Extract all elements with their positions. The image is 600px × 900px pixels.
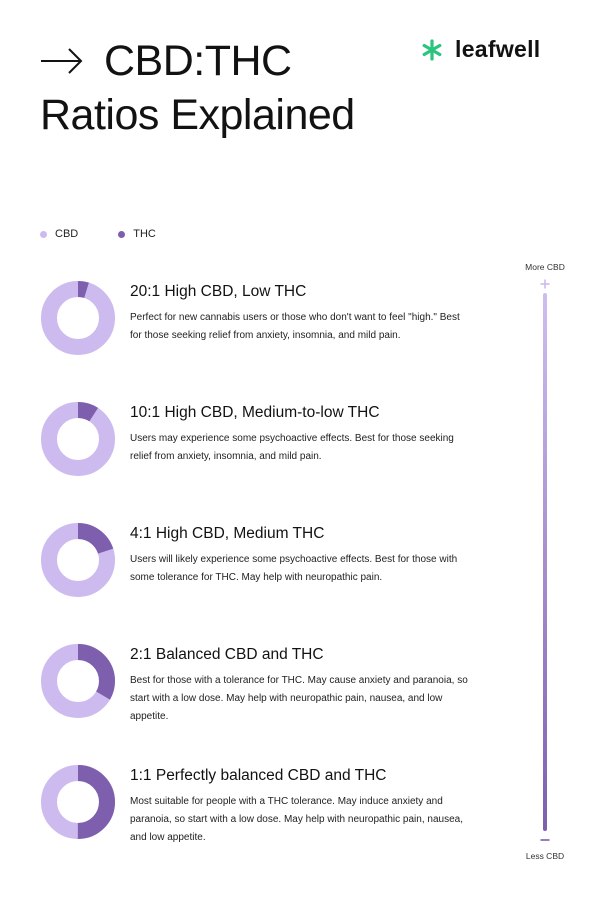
leaf-asterisk-icon: [421, 39, 443, 61]
ratio-title: 20:1 High CBD, Low THC: [130, 283, 307, 300]
donut-chart-10-1: [40, 401, 116, 477]
ratio-title: 4:1 High CBD, Medium THC: [130, 525, 325, 542]
donut-slice-cbd: [49, 410, 107, 468]
ratio-description: Best for those with a tolerance for THC. May cause anxiety and paranoia, so start with a low dose. May help with neuropathic pain, nausea, and low appetite.: [130, 675, 468, 722]
brand-logo: [421, 36, 541, 63]
plus-icon: [539, 278, 551, 290]
legend-item-cbd: [40, 228, 78, 240]
donut-chart-4-1: [40, 522, 116, 598]
legend-item-thc: [118, 228, 156, 240]
ratio-row-2-1: [40, 643, 480, 764]
donut-chart-2-1: [40, 643, 116, 719]
legend-label-thc: THC: [133, 228, 156, 240]
donut-slice-cbd: [49, 289, 107, 347]
brand-name: leafwell: [455, 36, 541, 62]
ratio-description: Most suitable for people with a THC tolerance. May induce anxiety and paranoia, so start with a low dose. May help with neuropathic pain, nausea, and low appetite.: [130, 796, 463, 843]
scale-top-label: More CBD: [525, 262, 565, 272]
ratio-row-1-1: [40, 764, 480, 885]
legend-label-cbd: CBD: [55, 228, 79, 240]
ratio-row-4-1: [40, 522, 480, 643]
ratio-row-10-1: [40, 401, 480, 522]
title-line-2: Ratios Explained: [40, 91, 355, 139]
legend-dot-cbd: [40, 231, 47, 238]
scale-gradient-bar: [543, 293, 547, 831]
chart-legend: [40, 228, 196, 240]
ratio-row-20-1: [40, 280, 480, 401]
scale-bottom-label: Less CBD: [525, 851, 565, 861]
ratio-title: 1:1 Perfectly balanced CBD and THC: [130, 767, 387, 784]
ratio-title: 2:1 Balanced CBD and THC: [130, 646, 324, 663]
page-title: [40, 38, 292, 84]
cbd-scale: [515, 262, 575, 866]
ratio-description: Users will likely experience some psychoactive effects. Best for those with some tolerance for THC. May help with neuropathic pain.: [130, 554, 458, 583]
minus-icon: [539, 834, 551, 846]
donut-chart-1-1: [40, 764, 116, 840]
donut-chart-20-1: [40, 280, 116, 356]
legend-dot-thc: [118, 231, 125, 238]
title-line-1: CBD:THC: [104, 36, 292, 85]
ratio-title: 10:1 High CBD, Medium-to-low THC: [130, 404, 380, 421]
ratio-list: [40, 280, 480, 885]
ratio-description: Users may experience some psychoactive effects. Best for those seeking relief from anxiety, insomnia, and mild pain.: [130, 433, 454, 462]
arrow-right-icon: [40, 48, 84, 74]
ratio-description: Perfect for new cannabis users or those who don't want to feel "high." Best for those seeking relief from anxiety, insomnia, and mild pain.: [130, 312, 460, 341]
